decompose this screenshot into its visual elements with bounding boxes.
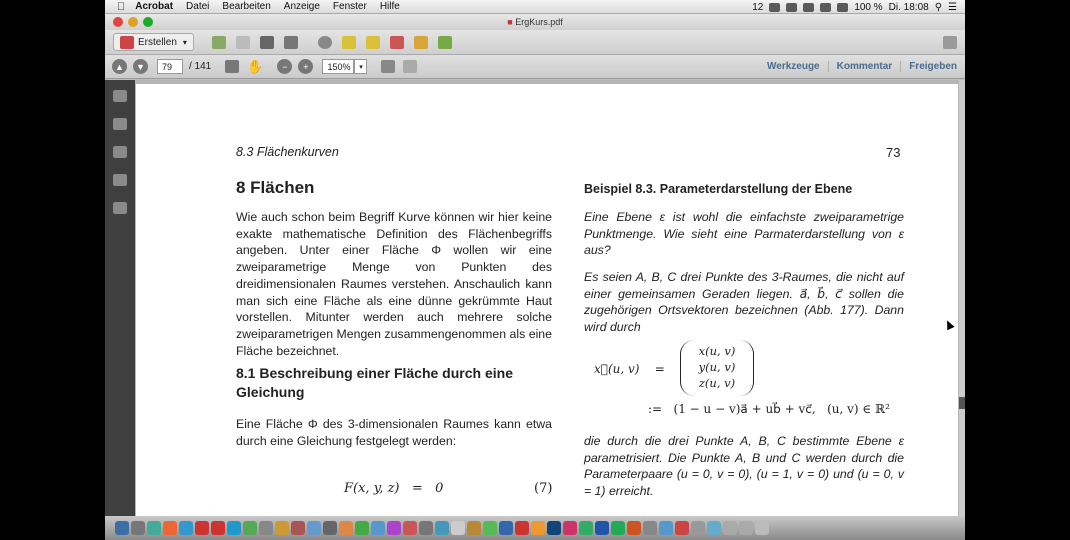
status-icon[interactable] [786, 3, 797, 12]
dock [105, 516, 965, 540]
zoom-window-button[interactable] [143, 17, 153, 27]
spotlight-icon[interactable]: ⚲ [934, 1, 943, 13]
share-link[interactable]: Freigeben [900, 61, 965, 72]
skype-icon[interactable] [227, 521, 241, 535]
menu-bar [105, 0, 965, 14]
app-icon[interactable] [291, 521, 305, 535]
minimize-window-button[interactable] [128, 17, 138, 27]
app-icon[interactable] [691, 521, 705, 535]
scrollbar-thumb[interactable] [959, 397, 965, 409]
document-area[interactable] [135, 80, 965, 520]
create-button[interactable] [113, 33, 194, 51]
folder-icon[interactable] [739, 521, 753, 535]
menu-hilfe[interactable]: Hilfe [371, 1, 392, 12]
example-title: Beispiel 8.3. Parameterdarstellung der Ebene [584, 182, 853, 196]
app-icon[interactable] [659, 521, 673, 535]
indesign-icon[interactable] [563, 521, 577, 535]
battery-level[interactable]: 100 % [854, 1, 883, 13]
status-area [752, 0, 957, 14]
attachments-icon[interactable] [113, 146, 127, 158]
tools-link[interactable]: Werkzeuge [767, 61, 820, 72]
status-icon[interactable] [803, 3, 814, 12]
excel-icon[interactable] [611, 521, 625, 535]
app-icon[interactable] [259, 521, 273, 535]
mail-icon[interactable] [284, 36, 298, 49]
running-header: 8.3 Flächenkurven [236, 145, 339, 159]
page-up-button[interactable]: ▲ [112, 59, 127, 74]
example-paragraph-2: Es seien A, B, C drei Punkte des 3-Raumes, die nicht auf einer gemeinsamen Geraden liegen. a⃗, b⃗, c⃗ sollen die zugehörigen Ortsvektoren bezeichnen (Abb. 177). Dann wird durch [584, 270, 904, 335]
app-icon[interactable] [179, 521, 193, 535]
create-label: Erstellen [138, 36, 177, 48]
fit-page-icon[interactable] [381, 60, 395, 73]
navigation-toolbar [105, 55, 965, 79]
filezilla-icon[interactable] [211, 521, 225, 535]
menu-fenster[interactable]: Fenster [324, 1, 359, 12]
chapter-intro-paragraph: Wie auch schon beim Begriff Kurve können wir hier keine exakte mathematische Definition des Flächenbegriffs angeben. Unter einer Fläche Φ wollen wir eine zweiparametrige Menge von Punkten des dreidimensionalen Raumes verstehen. Anschaulich kann man sich eine Fläche als eine dünne gekrümmte Haut vorstellen. Mitunter werden auch mehrere solche zweiparametrigen Mengen zusammengenommen als eine Fläche bezeichnet. [236, 210, 552, 358]
vector-matrix [680, 340, 754, 396]
comment-icon[interactable] [342, 36, 356, 49]
settings-icon[interactable] [318, 36, 332, 49]
app-icon[interactable] [435, 521, 449, 535]
edit-icon[interactable] [414, 36, 428, 49]
comment-link[interactable]: Kommentar [828, 61, 901, 72]
pdf-page [136, 84, 958, 520]
open-icon[interactable] [212, 36, 226, 49]
app-icon[interactable] [515, 521, 529, 535]
filezilla-icon[interactable] [195, 521, 209, 535]
fit-width-icon[interactable] [403, 60, 417, 73]
signatures-icon[interactable] [113, 174, 127, 186]
app-icon[interactable] [707, 521, 721, 535]
layers-icon[interactable] [113, 202, 127, 214]
app-icon[interactable] [355, 521, 369, 535]
vector-definition: := (1 − u − v)a⃗ + ub⃗ + vc⃗, (u, v) ∈ ℝ² [648, 402, 890, 416]
page-number: 73 [886, 145, 901, 160]
app-icon[interactable] [403, 521, 417, 535]
app-icon[interactable] [131, 521, 145, 535]
app-icon[interactable] [387, 521, 401, 535]
app-icon[interactable] [275, 521, 289, 535]
page-number-input[interactable]: 79 [157, 59, 183, 74]
menu-anzeige[interactable]: Anzeige [275, 1, 312, 12]
chevron-down-icon: ▾ [182, 37, 187, 47]
list-icon[interactable]: ☰ [948, 1, 957, 13]
close-window-button[interactable] [113, 17, 123, 27]
word-icon[interactable] [595, 521, 609, 535]
app-icon[interactable] [499, 521, 513, 535]
vector-lhs: x⃗(u, v) = [594, 362, 665, 376]
example-paragraph-3: die durch die drei Punkte A, B, C bestimmte Ebene ε parametrisiert. Die Punkte A, B und C werden durch die Parameterpaare (u = 0, v = 0), (u = 1, v = 0) und (u = 0, v = 1) erreicht. [584, 434, 904, 499]
photoshop-icon[interactable] [547, 521, 561, 535]
fullscreen-icon[interactable] [943, 36, 957, 49]
section-heading: 8.1 Beschreibung einer Fläche durch eine Gleichung [236, 365, 513, 400]
hand-tool-icon[interactable]: ✋ [247, 58, 264, 74]
app-icon[interactable] [451, 521, 465, 535]
app-icon[interactable] [307, 521, 321, 535]
clock[interactable]: Di. 18:08 [888, 1, 929, 13]
wifi-icon[interactable] [837, 3, 848, 12]
export-icon[interactable] [438, 36, 452, 49]
bluetooth-icon[interactable] [820, 3, 831, 12]
trash-icon[interactable] [755, 521, 769, 535]
dreamweaver-icon[interactable] [579, 521, 593, 535]
page-thumbnails-icon[interactable] [113, 90, 127, 102]
zoom-dropdown-chevron-icon[interactable]: ▾ [354, 59, 367, 74]
pdf-file-icon: ■ [507, 17, 513, 27]
highlight-icon[interactable] [366, 36, 380, 49]
page-total: / 141 [189, 61, 212, 72]
chapter-heading: 8 Flächen [236, 178, 315, 197]
vector-entry: y(u, v) [698, 360, 736, 374]
app-icon[interactable] [419, 521, 433, 535]
navigation-pane [105, 80, 135, 520]
equation-number: (7) [534, 481, 553, 496]
app-icon[interactable] [467, 521, 481, 535]
folder-icon[interactable] [723, 521, 737, 535]
zoom-out-button[interactable]: − [277, 59, 292, 74]
page-down-button[interactable]: ▼ [133, 59, 148, 74]
menu-bearbeiten[interactable]: Bearbeiten [214, 1, 263, 12]
app-icon[interactable] [323, 521, 337, 535]
print-icon[interactable] [260, 36, 274, 49]
equation: F(x, y, z) = 0 [344, 481, 444, 496]
menu-app[interactable]: Acrobat [127, 1, 165, 12]
vector-entry: z(u, v) [698, 376, 736, 390]
bookmarks-icon[interactable] [113, 118, 127, 130]
app-icon[interactable] [147, 521, 161, 535]
illustrator-icon[interactable] [531, 521, 545, 535]
acrobat-icon[interactable] [675, 521, 689, 535]
firefox-icon[interactable] [163, 521, 177, 535]
finder-icon[interactable] [115, 521, 129, 535]
save-icon[interactable] [236, 36, 250, 49]
sign-icon[interactable] [390, 36, 404, 49]
screen [105, 0, 965, 540]
example-paragraph-1: Eine Ebene ε ist wohl die einfachste zweiparametrige Punktmenge. Wie sieht eine Parmaterdarstellung von ε aus? [584, 210, 904, 258]
app-icon[interactable] [339, 521, 353, 535]
app-icon[interactable] [483, 521, 497, 535]
select-tool-icon[interactable] [225, 60, 239, 73]
apple-icon[interactable] [117, 1, 125, 13]
main-toolbar [105, 30, 965, 55]
zoom-in-button[interactable]: + [298, 59, 313, 74]
app-icon[interactable] [643, 521, 657, 535]
powerpoint-icon[interactable] [627, 521, 641, 535]
status-icon[interactable] [769, 3, 780, 12]
window-titlebar [105, 14, 965, 30]
zoom-input[interactable]: 150% [322, 59, 354, 74]
status-number: 12 [752, 1, 764, 13]
app-icon[interactable] [371, 521, 385, 535]
menu-datei[interactable]: Datei [177, 1, 202, 12]
vertical-scrollbar[interactable] [959, 80, 965, 520]
app-icon[interactable] [243, 521, 257, 535]
vector-entry: x(u, v) [698, 344, 736, 358]
create-icon [120, 36, 134, 49]
section-paragraph: Eine Fläche Φ des 3-dimensionalen Raumes kann etwa durch eine Gleichung festgelegt werden: [236, 417, 552, 448]
window-title: ErgKurs.pdf [515, 17, 563, 27]
